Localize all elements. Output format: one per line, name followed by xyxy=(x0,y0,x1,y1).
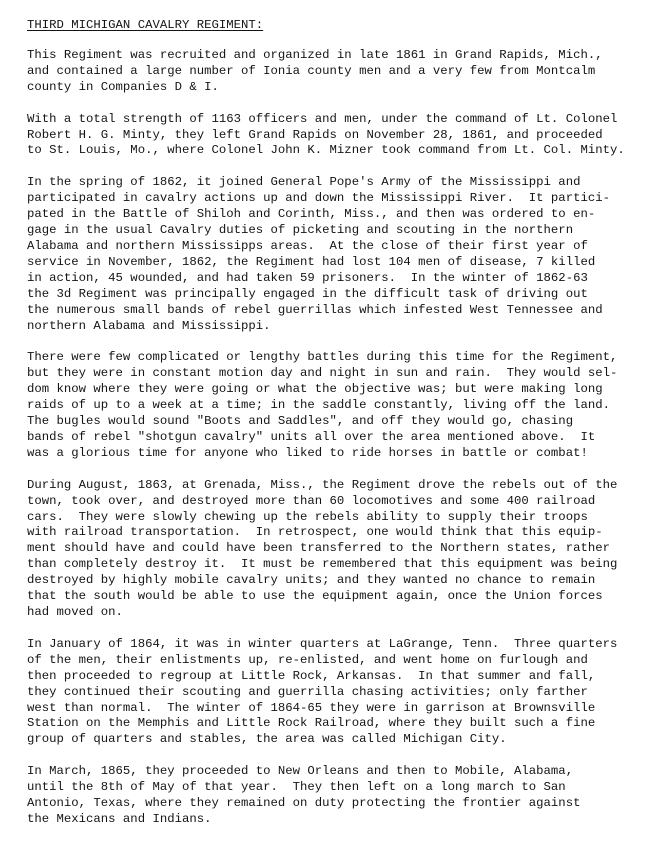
text-line: The bugles would sound "Boots and Saddles", and off they would go, chasing xyxy=(27,414,574,429)
text-line: in action, 45 wounded, and had taken 59 prisoners. In the winter of 1862-63 xyxy=(27,270,588,285)
text-line: with railroad transportation. In retrospect, one would think that this equip- xyxy=(27,525,603,540)
text-line: Station on the Memphis and Little Rock Railroad, where they built such a fine xyxy=(27,716,596,731)
document-page xyxy=(27,18,642,844)
text-line: participated in cavalry actions up and down the Mississippi River. It partici- xyxy=(27,191,610,206)
text-line: than completely destroy it. It must be remembered that this equipment was being xyxy=(27,557,618,572)
text-line: During August, 1863, at Grenada, Miss., the Regiment drove the rebels out of the xyxy=(27,477,618,492)
text-line: ment should have and could have been transferred to the Northern states, rather xyxy=(27,541,610,556)
text-line: county in Companies D & I. xyxy=(27,79,219,94)
text-line: northern Alabama and Mississippi. xyxy=(27,318,271,333)
text-line: In January of 1864, it was in winter quarters at LaGrange, Tenn. Three quarters xyxy=(27,636,618,651)
text-line: There were few complicated or lengthy battles during this time for the Regiment, xyxy=(27,350,618,365)
paragraph xyxy=(27,48,642,96)
text-line: Antonio, Texas, where they remained on duty protecting the frontier against xyxy=(27,796,581,811)
text-line: they continued their scouting and guerrilla chasing activities; only farther xyxy=(27,684,588,699)
text-line: that the south would be able to use the equipment again, once the Union forces xyxy=(27,589,603,604)
text-line: town, took over, and destroyed more than 60 locomotives and some 400 railroad xyxy=(27,493,596,508)
paragraph xyxy=(27,112,642,160)
text-line: group of quarters and stables, the area was called Michigan City. xyxy=(27,732,507,747)
text-line: dom know where they were going or what the objective was; but were making long xyxy=(27,382,603,397)
paragraph xyxy=(27,175,642,334)
paragraph xyxy=(27,637,642,748)
text-line: In March, 1865, they proceeded to New Orleans and then to Mobile, Alabama, xyxy=(27,764,574,779)
text-line: raids of up to a week at a time; in the saddle constantly, living off the land. xyxy=(27,398,610,413)
text-line: service in November, 1862, the Regiment had lost 104 men of disease, 7 killed xyxy=(27,254,596,269)
paragraph xyxy=(27,350,642,461)
document-title: THIRD MICHIGAN CAVALRY REGIMENT: xyxy=(27,18,264,32)
text-line: until the 8th of May of that year. They then left on a long march to San xyxy=(27,780,566,795)
text-line: pated in the Battle of Shiloh and Corinth, Miss., and then was ordered to en- xyxy=(27,207,596,222)
text-line: With a total strength of 1163 officers and men, under the command of Lt. Colonel xyxy=(27,111,618,126)
text-line: then proceeded to regroup at Little Rock, Arkansas. In that summer and fall, xyxy=(27,668,596,683)
text-line: Alabama and northern Mississipps areas. At the close of their first year of xyxy=(27,238,588,253)
text-line: of the men, their enlistments up, re-enlisted, and went home on furlough and xyxy=(27,652,588,667)
text-line: gage in the usual Cavalry duties of picketing and scouting in the northern xyxy=(27,223,574,238)
text-line: bands of rebel "shotgun cavalry" units all over the area mentioned above. It xyxy=(27,429,596,444)
text-line: to St. Louis, Mo., where Colonel John K. Mizner took command from Lt. Col. Minty. xyxy=(27,143,625,158)
text-line: had moved on. xyxy=(27,605,123,619)
paragraph xyxy=(27,478,642,621)
text-line: cars. They were slowly chewing up the rebels ability to supply their troops xyxy=(27,509,588,524)
text-line: This Regiment was recruited and organized in late 1861 in Grand Rapids, Mich., xyxy=(27,47,603,62)
text-line: the 3d Regiment was principally engaged in the difficult task of driving out xyxy=(27,286,588,301)
text-line: destroyed by highly mobile cavalry units; and they wanted no chance to remain xyxy=(27,573,596,588)
text-line: west than normal. The winter of 1864-65 they were in garrison at Brownsville xyxy=(27,700,596,715)
text-line: the numerous small bands of rebel guerrillas which infested West Tennessee and xyxy=(27,302,603,317)
paragraph xyxy=(27,764,642,828)
text-line: was a glorious time for anyone who liked to ride horses in battle or combat! xyxy=(27,445,588,460)
document-body xyxy=(27,48,642,828)
text-line: but they were in constant motion day and night in sun and rain. They would sel- xyxy=(27,366,618,381)
text-line: In the spring of 1862, it joined General Pope's Army of the Mississippi and xyxy=(27,175,581,190)
text-line: and contained a large number of Ionia county men and a very few from Montcalm xyxy=(27,63,596,78)
text-line: Robert H. G. Minty, they left Grand Rapids on November 28, 1861, and proceeded xyxy=(27,127,603,142)
text-line: the Mexicans and Indians. xyxy=(27,811,212,826)
